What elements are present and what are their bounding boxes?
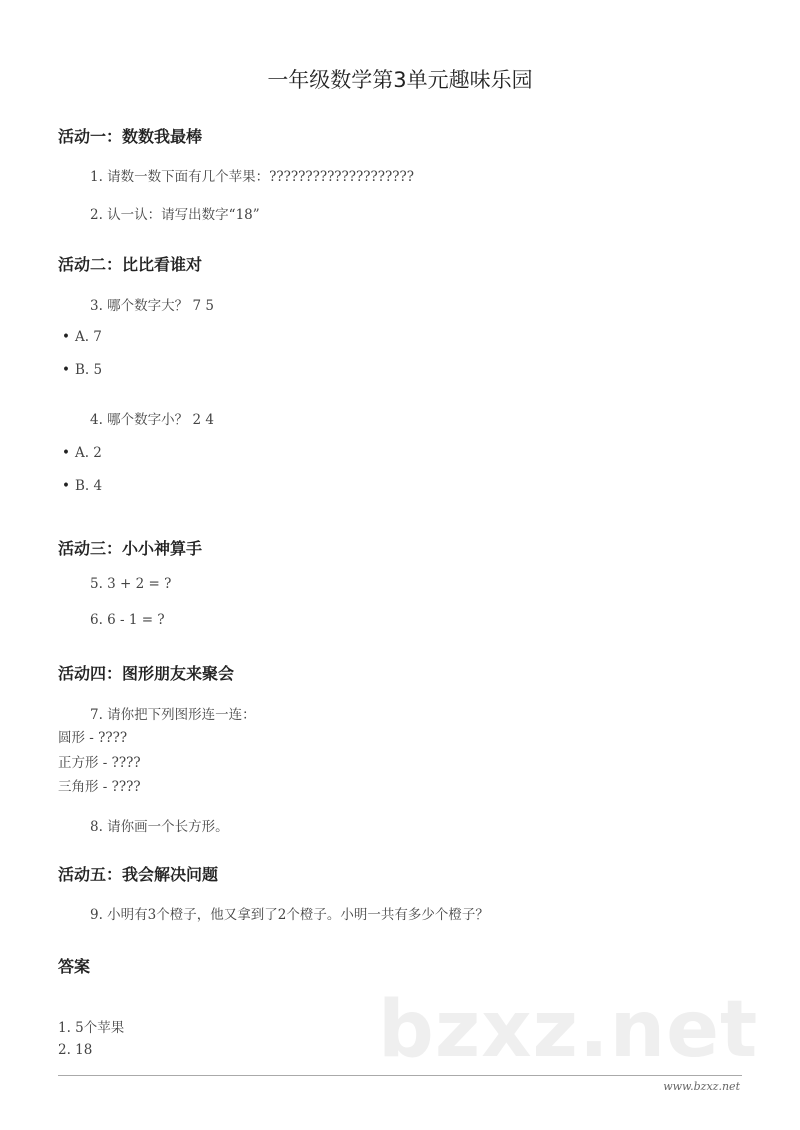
section-heading-4: 活动四：图形朋友来聚会 (58, 664, 235, 683)
section-heading-3: 活动三：小小神算手 (58, 539, 203, 558)
answer-2: 2. 18 (58, 1042, 93, 1058)
match-line-triangle: 三角形 - ???? (58, 779, 141, 795)
answers-heading: 答案 (58, 957, 91, 976)
page-title: 一年级数学第3单元趣味乐园 (267, 68, 533, 92)
option-3b: • B. 5 (62, 362, 102, 378)
question-7: 7. 请你把下列图形连一连： (90, 707, 256, 723)
answer-1: 1. 5个苹果 (58, 1020, 125, 1036)
question-1: 1. 请数一数下面有几个苹果：???????????????????? (90, 169, 414, 185)
match-line-circle: 圆形 - ???? (58, 730, 128, 746)
watermark: bzxz.net (378, 985, 759, 1075)
section-heading-2: 活动二：比比看谁对 (58, 255, 203, 274)
question-9: 9. 小明有3个橙子，他又拿到了2个橙子。小明一共有多少个橙子？ (90, 907, 489, 923)
question-2: 2. 认一认：请写出数字“18” (90, 207, 260, 223)
option-4b: • B. 4 (62, 478, 102, 494)
footer-divider (58, 1075, 742, 1076)
option-4a: • A. 2 (62, 445, 102, 461)
section-heading-1: 活动一：数数我最棒 (58, 127, 203, 146)
option-3a: • A. 7 (62, 329, 102, 345)
match-line-square: 正方形 - ???? (58, 755, 141, 771)
question-4: 4. 哪个数字小？ 2 4 (90, 412, 214, 428)
section-heading-5: 活动五：我会解决问题 (58, 865, 219, 884)
footer-url: www.bzxz.net (663, 1080, 740, 1093)
question-6: 6. 6 - 1 = ? (90, 612, 165, 628)
question-3: 3. 哪个数字大？ 7 5 (90, 298, 214, 314)
question-8: 8. 请你画一个长方形。 (90, 819, 229, 835)
question-5: 5. 3 + 2 = ? (90, 576, 172, 592)
